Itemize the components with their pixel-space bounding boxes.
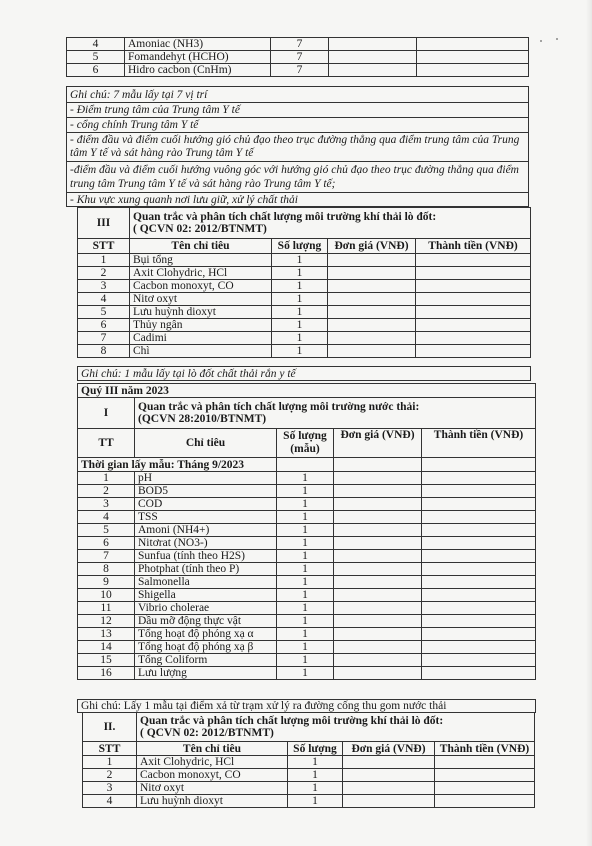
indicator-name: Lưu lượng xyxy=(135,667,277,680)
total-price xyxy=(422,654,536,667)
row-number: 15 xyxy=(78,654,135,667)
table-row xyxy=(78,345,531,358)
unit-price xyxy=(328,319,416,332)
row-number: 7 xyxy=(78,550,135,563)
row-number: 2 xyxy=(83,769,137,782)
header-total: Thành tiền (VNĐ) xyxy=(435,742,535,756)
note-line: - Điểm trung tâm của Trung tâm Y tế xyxy=(67,103,529,118)
header-stt: STT xyxy=(83,742,137,756)
section-header-row xyxy=(78,208,531,239)
table-row xyxy=(78,576,536,589)
total-price xyxy=(422,498,536,511)
unit-price xyxy=(334,589,422,602)
total-price xyxy=(435,756,535,769)
quantity: 7 xyxy=(271,38,329,51)
unit-price xyxy=(343,769,435,782)
indicator-name: Bụi tổng xyxy=(130,254,272,267)
table-row xyxy=(78,602,536,615)
row-number: 2 xyxy=(78,485,135,498)
unit-price xyxy=(328,345,416,358)
section-header-row xyxy=(78,398,536,429)
row-number: 3 xyxy=(78,280,130,293)
quantity: 1 xyxy=(277,654,334,667)
wastewater-table xyxy=(77,383,536,680)
quantity: 1 xyxy=(277,511,334,524)
row-number: 8 xyxy=(78,563,135,576)
unit-price xyxy=(328,332,416,345)
quantity: 1 xyxy=(277,485,334,498)
row-number: 5 xyxy=(67,51,125,64)
unit-price xyxy=(334,485,422,498)
indicator-name: Amoniac (NH3) xyxy=(125,38,271,51)
total-price xyxy=(422,576,536,589)
quantity: 1 xyxy=(277,472,334,485)
total-price xyxy=(422,667,536,680)
table-row xyxy=(78,537,536,550)
indicator-name: COD xyxy=(135,498,277,511)
sampling-time: Thời gian lấy mẫu: Tháng 9/2023 xyxy=(78,458,277,472)
quantity: 1 xyxy=(272,254,328,267)
table-row xyxy=(67,51,529,64)
table-header-row xyxy=(78,429,536,458)
quantity: 1 xyxy=(277,589,334,602)
quantity: 1 xyxy=(277,550,334,563)
note-line: - điểm đầu và điểm cuối hướng gió chủ đạo theo trục đường thẳng qua điểm trung tâm của Trung tâm Y tế và sát hàng rào Trung tâm Y tế xyxy=(67,133,529,162)
row-number: 4 xyxy=(78,511,135,524)
furnace-exhaust-table-iii xyxy=(77,207,531,358)
indicator-name: Tổng hoạt độ phóng xạ α xyxy=(135,628,277,641)
wastewater-note xyxy=(77,699,536,713)
header-name: Chỉ tiêu xyxy=(135,429,277,458)
indicator-name: Salmonella xyxy=(135,576,277,589)
note-line: - cổng chính Trung tâm Y tế xyxy=(67,118,529,133)
unit-price xyxy=(343,756,435,769)
quantity: 1 xyxy=(277,563,334,576)
quantity: 1 xyxy=(272,332,328,345)
total-price xyxy=(416,267,531,280)
unit-price xyxy=(343,782,435,795)
row-number: 4 xyxy=(78,293,130,306)
table-row xyxy=(78,563,536,576)
table-row xyxy=(78,524,536,537)
total-price xyxy=(417,38,529,51)
quantity: 1 xyxy=(288,782,343,795)
indicator-name: Hidro cacbon (CnHm) xyxy=(125,64,271,77)
row-number: 9 xyxy=(78,576,135,589)
quantity: 1 xyxy=(272,293,328,306)
total-price xyxy=(435,769,535,782)
indicator-name: Cacbon monoxyt, CO xyxy=(130,280,272,293)
unit-price xyxy=(334,576,422,589)
total-price xyxy=(416,319,531,332)
header-name: Tên chỉ tiêu xyxy=(137,742,288,756)
furnace-note-iii xyxy=(77,366,531,381)
total-price xyxy=(416,280,531,293)
row-number: 5 xyxy=(78,524,135,537)
scan-speck xyxy=(540,40,542,42)
indicator-name: Tổng Coliform xyxy=(135,654,277,667)
section-standard: ( QCVN 02: 2012/BTNMT) xyxy=(140,727,274,739)
header-name: Tên chỉ tiêu xyxy=(130,239,272,254)
table-row xyxy=(78,654,536,667)
row-number: 13 xyxy=(78,628,135,641)
section-standard: (QCVN 28:2010/BTNMT) xyxy=(138,413,267,425)
indicator-name: Cacbon monoxyt, CO xyxy=(137,769,288,782)
unit-price xyxy=(334,550,422,563)
row-number: 6 xyxy=(67,64,125,77)
indicator-name: Vibrio cholerae xyxy=(135,602,277,615)
quantity: 1 xyxy=(272,319,328,332)
quantity: 1 xyxy=(277,641,334,654)
total-price xyxy=(422,537,536,550)
unit-price xyxy=(328,267,416,280)
row-number: 1 xyxy=(83,756,137,769)
row-number: 3 xyxy=(78,498,135,511)
table-row xyxy=(78,306,531,319)
indicator-name: Lưu huỳnh dioxyt xyxy=(137,795,288,808)
unit-price xyxy=(328,280,416,293)
unit-price xyxy=(328,293,416,306)
table-row xyxy=(78,293,531,306)
row-number: 4 xyxy=(67,38,125,51)
indicator-name: Axit Clohydric, HCl xyxy=(137,756,288,769)
unit-price xyxy=(328,306,416,319)
indicator-name: Nitơ oxyt xyxy=(130,293,272,306)
quantity: 1 xyxy=(272,280,328,293)
table-row xyxy=(78,667,536,680)
section-title-text: Quan trắc và phân tích chất lượng môi trường nước thải: xyxy=(138,401,420,413)
unit-price xyxy=(334,498,422,511)
section-number: II. xyxy=(83,713,137,742)
total-price xyxy=(416,332,531,345)
unit-price xyxy=(334,524,422,537)
quantity: 7 xyxy=(271,51,329,64)
header-unit-price: Đơn giá (VNĐ) xyxy=(343,742,435,756)
sampling-time-row xyxy=(78,458,536,472)
quantity: 1 xyxy=(272,306,328,319)
header-qty: Số lượng (mẫu) xyxy=(277,429,334,458)
total-price xyxy=(422,563,536,576)
indicator-name: Axit Clohydric, HCl xyxy=(130,267,272,280)
table-row xyxy=(83,782,535,795)
table-row xyxy=(78,332,531,345)
row-number: 1 xyxy=(78,472,135,485)
table-row xyxy=(83,756,535,769)
row-number: 11 xyxy=(78,602,135,615)
unit-price xyxy=(334,641,422,654)
unit-price xyxy=(334,615,422,628)
total-price xyxy=(416,254,531,267)
header-qty: Số lượng xyxy=(288,742,343,756)
unit-price xyxy=(334,472,422,485)
row-number: 5 xyxy=(78,306,130,319)
unit-price xyxy=(334,602,422,615)
quantity: 1 xyxy=(288,795,343,808)
unit-price xyxy=(334,654,422,667)
table-row xyxy=(78,628,536,641)
unit-price xyxy=(334,563,422,576)
total-price xyxy=(422,602,536,615)
table-row xyxy=(83,769,535,782)
table-row xyxy=(78,550,536,563)
note-line: Ghi chú: 1 mẫu lấy tại lò đốt chất thải rắn y tế xyxy=(78,367,531,381)
quantity: 1 xyxy=(277,615,334,628)
note-line: - Khu vực xung quanh nơi lưu giữ, xử lý chất thải xyxy=(67,193,529,207)
total-price xyxy=(416,306,531,319)
header-stt: STT xyxy=(78,239,130,254)
quantity: 1 xyxy=(277,602,334,615)
unit-price xyxy=(343,795,435,808)
section-title xyxy=(135,398,536,429)
indicator-name: Tổng hoạt độ phóng xạ β xyxy=(135,641,277,654)
total-price xyxy=(435,782,535,795)
row-number: 1 xyxy=(78,254,130,267)
table-row xyxy=(78,267,531,280)
total-price xyxy=(422,615,536,628)
table-row xyxy=(78,472,536,485)
total-price xyxy=(422,550,536,563)
section-title xyxy=(137,713,535,742)
section-number: III xyxy=(78,208,130,239)
quantity: 1 xyxy=(272,345,328,358)
total-price xyxy=(435,795,535,808)
unit-price xyxy=(334,537,422,550)
unit-price xyxy=(334,628,422,641)
indicator-name: Chì xyxy=(130,345,272,358)
table-row xyxy=(78,485,536,498)
header-tt: TT xyxy=(78,429,135,458)
indicator-name: Thủy ngân xyxy=(130,319,272,332)
header-unit-price: Đơn giá (VNĐ) xyxy=(334,429,422,458)
indicator-name: Sunfua (tính theo H2S) xyxy=(135,550,277,563)
row-number: 6 xyxy=(78,319,130,332)
quantity: 1 xyxy=(277,498,334,511)
unit-price xyxy=(329,51,417,64)
quantity: 1 xyxy=(277,537,334,550)
unit-price xyxy=(329,64,417,77)
section-title xyxy=(130,208,531,239)
table-row xyxy=(83,795,535,808)
row-number: 3 xyxy=(83,782,137,795)
total-price xyxy=(422,589,536,602)
section-standard: ( QCVN 02: 2012/BTNMT) xyxy=(133,223,267,235)
scan-speck xyxy=(556,38,558,40)
table-row xyxy=(78,498,536,511)
indicator-name: pH xyxy=(135,472,277,485)
table-row xyxy=(67,64,529,77)
unit-price xyxy=(328,254,416,267)
total-price xyxy=(417,51,529,64)
total-price xyxy=(422,511,536,524)
indicator-name: Amoni (NH4+) xyxy=(135,524,277,537)
quantity: 1 xyxy=(277,628,334,641)
indicator-name: Cadimi xyxy=(130,332,272,345)
quantity: 1 xyxy=(277,667,334,680)
table-row xyxy=(78,615,536,628)
header-unit-price: Đơn giá (VNĐ) xyxy=(328,239,416,254)
note-line: Ghi chú: 7 mẫu lấy tại 7 vị trí xyxy=(67,87,529,103)
quantity: 1 xyxy=(288,756,343,769)
quarter-row xyxy=(78,384,536,398)
table-row xyxy=(78,641,536,654)
table-header-row xyxy=(78,239,531,254)
quantity: 1 xyxy=(272,267,328,280)
indicator-name: Lưu huỳnh dioxyt xyxy=(130,306,272,319)
table-row xyxy=(67,38,529,51)
section-title-text: Quan trắc và phân tích chất lượng môi trường khí thải lò đốt: xyxy=(133,211,437,223)
indicator-name: Nitơ oxyt xyxy=(137,782,288,795)
table-row xyxy=(78,254,531,267)
indicator-name: Dầu mỡ động thực vật xyxy=(135,615,277,628)
table-row xyxy=(78,319,531,332)
row-number: 8 xyxy=(78,345,130,358)
total-price xyxy=(422,472,536,485)
unit-price xyxy=(329,38,417,51)
air-sampling-notes xyxy=(66,86,529,207)
indicator-name: TSS xyxy=(135,511,277,524)
section-number: I xyxy=(78,398,135,429)
header-total: Thành tiền (VNĐ) xyxy=(416,239,531,254)
indicator-name: BOD5 xyxy=(135,485,277,498)
total-price xyxy=(422,628,536,641)
total-price xyxy=(422,641,536,654)
note-line: Ghi chú: Lấy 1 mẫu tại điểm xả từ trạm xử lý ra đường cống thu gom nước thải xyxy=(78,700,536,713)
total-price xyxy=(422,524,536,537)
quantity: 7 xyxy=(271,64,329,77)
row-number: 10 xyxy=(78,589,135,602)
row-number: 6 xyxy=(78,537,135,550)
total-price xyxy=(416,345,531,358)
row-number: 12 xyxy=(78,615,135,628)
row-number: 4 xyxy=(83,795,137,808)
table-row xyxy=(78,511,536,524)
furnace-exhaust-table-ii xyxy=(82,712,535,808)
section-title-text: Quan trắc và phân tích chất lượng môi trường khí thải lò đốt: xyxy=(140,715,444,727)
total-price xyxy=(417,64,529,77)
table-row xyxy=(78,280,531,293)
indicator-name: Nitơrat (NO3-) xyxy=(135,537,277,550)
total-price xyxy=(416,293,531,306)
note-line: -điểm đầu và điểm cuối hướng vuông góc với hướng gió chủ đạo theo trục đường thẳng qua điểm trung tâm Trung tâm Y tế và sát hàng rào Trung tâm Y tế; xyxy=(67,162,529,193)
total-price xyxy=(422,485,536,498)
indicator-name: Fomandehyt (HCHO) xyxy=(125,51,271,64)
quantity: 1 xyxy=(277,524,334,537)
quantity: 1 xyxy=(288,769,343,782)
air-quality-table-continued xyxy=(66,37,529,77)
row-number: 2 xyxy=(78,267,130,280)
quarter-title: Quý III năm 2023 xyxy=(78,384,536,398)
unit-price xyxy=(334,511,422,524)
unit-price xyxy=(334,667,422,680)
row-number: 7 xyxy=(78,332,130,345)
table-header-row xyxy=(83,742,535,756)
header-qty: Số lượng xyxy=(272,239,328,254)
page-edge-shadow xyxy=(586,0,592,846)
row-number: 16 xyxy=(78,667,135,680)
row-number: 14 xyxy=(78,641,135,654)
header-total: Thành tiền (VNĐ) xyxy=(422,429,536,458)
indicator-name: Shigella xyxy=(135,589,277,602)
indicator-name: Photphat (tính theo P) xyxy=(135,563,277,576)
table-row xyxy=(78,589,536,602)
quantity: 1 xyxy=(277,576,334,589)
section-header-row xyxy=(83,713,535,742)
